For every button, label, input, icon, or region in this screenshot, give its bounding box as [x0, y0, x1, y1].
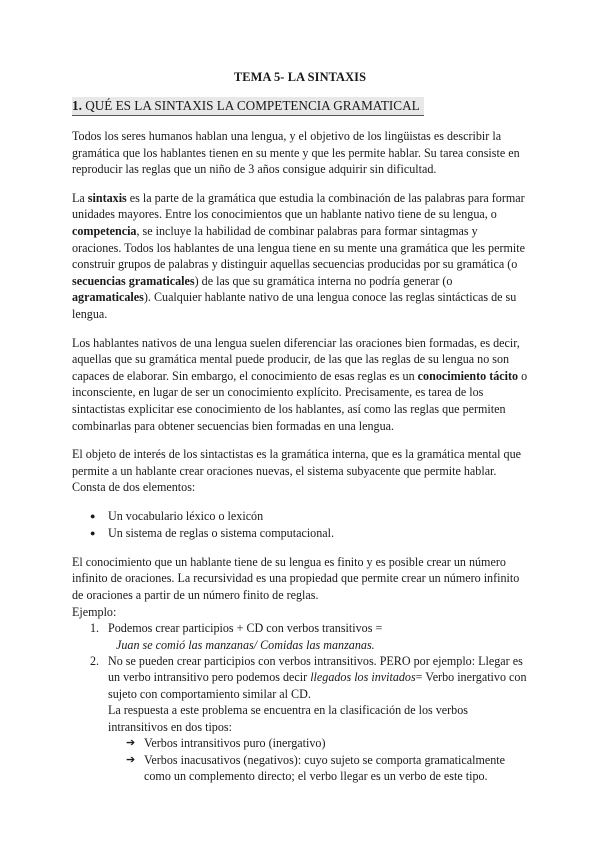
section-heading [72, 97, 424, 116]
term-competencia: competencia [72, 223, 137, 238]
section-title: QUÉ ES LA SINTAXIS LA COMPETENCIA GRAMATICAL [81, 98, 420, 113]
list-item: ➔ Verbos inacusativos (negativos): cuyo sujeto se comporta gramaticalmente como un complemento directo; el verbo llegar es un verbo de este tipo. [126, 752, 506, 783]
paragraph-recursividad: El conocimiento que un hablante tiene de su lengua es finito y es posible crear un número infinito de oraciones. La recursividad es una propiedad que permite crear un número infinito de oraciones a partir de un número finito de reglas. [72, 554, 520, 603]
example-item-1: 1. Podemos crear participios + CD con verbos transitivos = Juan se comió las manzanas/ Comidas las manzanas. [90, 620, 528, 653]
example-italic-phrase: llegados los invitados [310, 670, 416, 685]
verb-types-list [108, 735, 528, 784]
paragraph-intro: Todos los seres humanos hablan una lengua, y el objetivo de los lingüistas es describir la gramática que los hablantes tienen en su mente y que les permite hablar. Su tarea consiste en reproducir las reglas que un niño de 3 años consigue adquirir sin dificultad. [72, 129, 520, 177]
example-item-2: 2. No se pueden crear participios con verbos intransitivos. PERO por ejemplo: Llegar es un verbo intransitivo pero podemos decir llegados los invitados= Verbo inergativo con sujeto con comportamiento similar al CD. La respuesta a este problema se encuentra en la clasificación de los verbos intransitivos en dos tipos: ➔ Verbos intransitivos puro (inergativo) ➔ Verbos inacusativos (negativos): cuyo sujeto se comporta gramaticalmente como un complemento directo; el verbo llegar es un verbo de este tipo. [90, 654, 527, 783]
paragraph-objeto: El objeto de interés de los sintactistas es la gramática interna, que es la gramática mental que permite a un hablante crear oraciones nuevas, el sistema subyacente que permite hablar. Consta de dos elementos: [72, 447, 521, 495]
document-title: TEMA 5- LA SINTAXIS [233, 70, 367, 84]
term-secuencias-gramaticales: secuencias gramaticales [72, 273, 195, 288]
arrow-right-icon: ➔ [126, 753, 136, 766]
list-item: ● Un sistema de reglas o sistema computacional. [90, 525, 528, 542]
elements-list [72, 508, 528, 542]
list-item: ● Un vocabulario léxico o lexicón [90, 508, 528, 525]
list-item: ➔ Verbos intransitivos puro (inergativo) [126, 736, 326, 751]
term-agramaticales: agramaticales [72, 290, 144, 305]
section-number: 1. [72, 98, 82, 113]
ejemplo-label: Ejemplo: [72, 604, 117, 619]
example-italic: Juan se comió las manzanas/ Comidas las manzanas. [116, 637, 375, 652]
term-sintaxis: sintaxis [87, 190, 127, 205]
paragraph-hablantes: Los hablantes nativos de una lengua suelen diferenciar las oraciones bien formadas, es decir, aquellas que su gramática mental puede producir, de las que las reglas de su lengua no son capaces de elaborar. Sin embargo, el conocimiento de esas reglas es un conocimiento tácito o inconsciente, en lugar de ser un conocimiento explícito. Precisamente, es tarea de los sintactistas explicitar ese conocimiento de los hablantes, así como las reglas que permiten combinarlas para obtener secuencias bien formadas en una lengua. [72, 335, 528, 433]
paragraph-sintaxis: La sintaxis es la parte de la gramática que estudia la combinación de las palabras para formar unidades mayores. Entre los conocimientos que un hablante nativo tiene de su lengua, o competencia, se incluye la habilidad de combinar palabras para formar sintagmas y oraciones. Todos los hablantes de una lengua tiene en su mente una gramática que les permite construir grupos de palabras y distinguir aquellas secuencias producidas por su gramática (o secuencias gramaticales) de las que su gramática interna no podría generar (o agramaticales). Cualquier hablante nativo de una lengua conoce las reglas sintácticas de su lengua. [72, 190, 525, 321]
arrow-right-icon: ➔ [126, 737, 136, 750]
document-page [72, 70, 528, 784]
term-conocimiento-tacito: conocimiento tácito [417, 368, 519, 383]
examples-list [72, 620, 528, 784]
